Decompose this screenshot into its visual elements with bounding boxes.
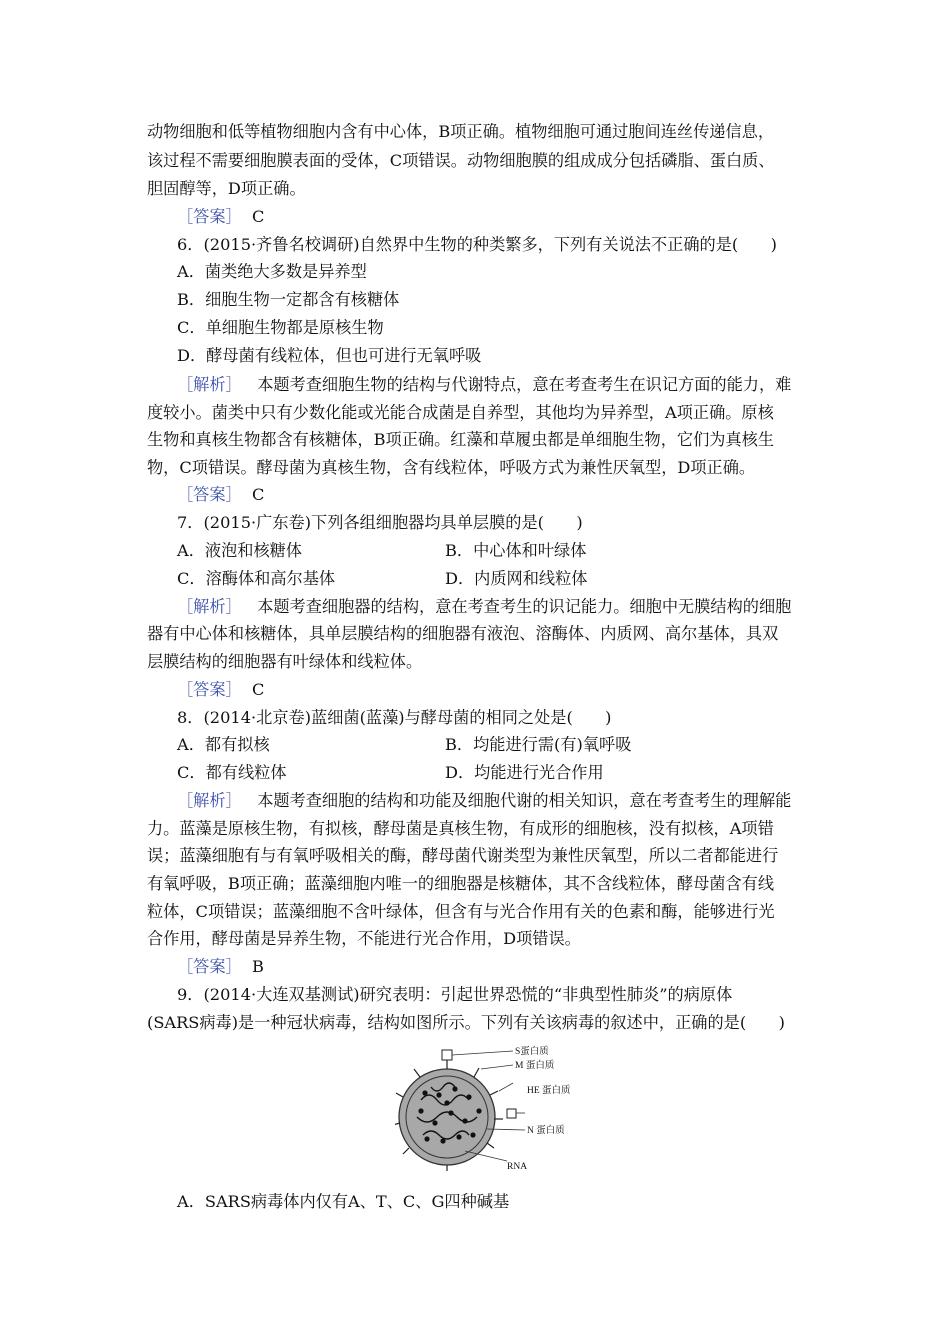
explanation-line bbox=[177, 375, 837, 395]
explanation-text: 本题考查细胞的结构和功能及细胞代谢的相关知识，意在考查考生的理解能 bbox=[257, 791, 792, 810]
explain-tag: ［解析］ bbox=[177, 791, 242, 810]
option-d: D．内质网和线粒体 bbox=[445, 569, 588, 588]
option-b: B．中心体和叶绿体 bbox=[445, 541, 587, 560]
answer-tag: ［答案］ bbox=[177, 680, 242, 699]
explain-tag: ［解析］ bbox=[177, 375, 242, 394]
label-rna: RNA bbox=[507, 1162, 528, 1171]
option-a: A．都有拟核 bbox=[177, 735, 270, 754]
answer-value: C bbox=[252, 207, 265, 226]
answer-value: C bbox=[252, 485, 265, 504]
sars-virus-diagram bbox=[395, 1045, 585, 1171]
option-d: D．酵母菌有线粒体，但也可进行无氧呼吸 bbox=[177, 346, 482, 365]
question-stem: 9．(2014·大连双基测试)研究表明：引起世界恐慌的“非典型性肺炎”的病原体 bbox=[177, 985, 733, 1004]
option-c: C．都有线粒体 bbox=[177, 763, 287, 782]
text-line: 胆固醇等，D项正确。 bbox=[147, 179, 306, 198]
option-a: A．液泡和核糖体 bbox=[177, 541, 303, 560]
label-n-protein: N 蛋白质 bbox=[527, 1126, 565, 1136]
label-he-protein: HE 蛋白质 bbox=[527, 1086, 571, 1096]
question-stem: (SARS病毒)是一种冠状病毒，结构如图所示。下列有关该病毒的叙述中，正确的是( ) bbox=[147, 1013, 785, 1032]
explanation-line: 器有中心体和核糖体，具单层膜结构的细胞器有液泡、溶酶体、内质网、高尔基体，具双 bbox=[147, 624, 779, 643]
question-stem: 7．(2015·广东卷)下列各组细胞器均具单层膜的是( ) bbox=[177, 513, 583, 532]
explanation-line: 生物和真核生物都含有核糖体，B项正确。红藻和草履虫都是单细胞生物，它们为真核生 bbox=[147, 430, 775, 449]
text-line: 该过程不需要细胞膜表面的受体，C项错误。动物细胞膜的组成成分包括磷脂、蛋白质、 bbox=[147, 151, 775, 170]
explanation-line: 物，C项错误。酵母菌为真核生物，含有线粒体，呼吸方式为兼性厌氧型，D项正确。 bbox=[147, 458, 756, 477]
explanation-text: 本题考查细胞生物的结构与代谢特点，意在考查考生在识记方面的能力，难 bbox=[257, 375, 792, 394]
explanation-text: 本题考查细胞器的结构，意在考查考生的识记能力。细胞中无膜结构的细胞 bbox=[257, 597, 792, 616]
option-c: C．单细胞生物都是原核生物 bbox=[177, 318, 384, 337]
answer-tag: ［答案］ bbox=[177, 957, 242, 976]
answer-line bbox=[177, 680, 837, 700]
label-s-protein: S蛋白质 bbox=[515, 1047, 549, 1057]
explanation-line: 层膜结构的细胞器有叶绿体和线粒体。 bbox=[147, 652, 423, 671]
question-stem: 8．(2014·北京卷)蓝细菌(蓝藻)与酵母菌的相同之处是( ) bbox=[177, 708, 612, 727]
explanation-line: 误；蓝藻细胞有与有氧呼吸相关的酶，酵母菌代谢类型为兼性厌氧型，所以二者都能进行 bbox=[147, 846, 779, 865]
question-stem: 6．(2015·齐鲁名校调研)自然界中生物的种类繁多，下列有关说法不正确的是( ) bbox=[177, 235, 777, 254]
answer-tag: ［答案］ bbox=[177, 485, 242, 504]
explanation-line: 力。蓝藻是原核生物，有拟核，酵母菌是真核生物，有成形的细胞核，没有拟核，A项错 bbox=[147, 819, 774, 838]
option-d: D．均能进行光合作用 bbox=[445, 763, 604, 782]
option-a: A．SARS病毒体内仅有A、T、C、G四种碱基 bbox=[177, 1192, 510, 1211]
answer-line bbox=[177, 207, 837, 227]
explanation-line: 有氧呼吸，B项正确；蓝藻细胞内唯一的细胞器是核糖体，其不含线粒体，酵母菌含有线 bbox=[147, 874, 775, 893]
explanation-line: 粒体，C项错误；蓝藻细胞不含叶绿体，但含有与光合作用有关的色素和酶，能够进行光 bbox=[147, 902, 775, 921]
answer-value: B bbox=[252, 957, 264, 976]
explanation-line: 度较小。菌类中只有少数化能或光能合成菌是自养型，其他均为异养型，A项正确。原核 bbox=[147, 403, 774, 422]
answer-tag: ［答案］ bbox=[177, 207, 242, 226]
label-m-protein: M 蛋白质 bbox=[515, 1061, 555, 1071]
option-a: A．菌类绝大多数是异养型 bbox=[177, 262, 367, 281]
option-c: C．溶酶体和高尔基体 bbox=[177, 569, 336, 588]
answer-line bbox=[177, 485, 837, 505]
answer-value: C bbox=[252, 680, 265, 699]
option-b: B．细胞生物一定都含有核糖体 bbox=[177, 290, 400, 309]
explanation-line bbox=[177, 791, 837, 811]
explanation-line: 合作用，酵母菌是异养生物，不能进行光合作用，D项错误。 bbox=[147, 929, 581, 948]
explain-tag: ［解析］ bbox=[177, 597, 242, 616]
option-b: B．均能进行需(有)氧呼吸 bbox=[445, 735, 632, 754]
text-line: 动物细胞和低等植物细胞内含有中心体，B项正确。植物细胞可通过胞间连丝传递信息， bbox=[147, 122, 775, 141]
explanation-line bbox=[177, 597, 837, 617]
answer-line bbox=[177, 957, 837, 977]
